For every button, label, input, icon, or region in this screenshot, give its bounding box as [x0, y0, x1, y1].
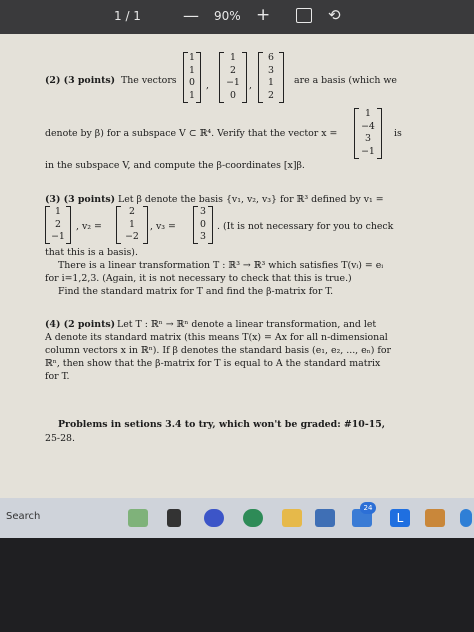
- zoom-out-button[interactable]: —: [183, 6, 199, 25]
- rotate-icon[interactable]: ⟲: [328, 6, 341, 24]
- folder-icon[interactable]: [282, 509, 302, 527]
- problem2-label: (2) (3 points): [45, 75, 116, 86]
- footer-line2: 25-28.: [45, 433, 76, 444]
- footer-line1: Problems in setions 3.4 to try, which won't be graded: #10-15,: [58, 419, 386, 430]
- p3-v3-label: , v₃ =: [150, 221, 176, 232]
- pdf-toolbar: [0, 0, 474, 34]
- p2-vector-v3: 6 3 1 2: [258, 52, 284, 103]
- p2-vector-v2: 1 2 −1 0: [219, 52, 247, 103]
- problem3-label: (3) (3 points): [45, 194, 116, 205]
- problem2-line2: denote by β) for a subspace V ⊂ ℝ⁴. Verify that the vector x =: [45, 128, 338, 139]
- chrome-icon[interactable]: [243, 509, 263, 527]
- landscape-icon[interactable]: [128, 509, 148, 527]
- zoom-in-button[interactable]: +: [256, 5, 271, 25]
- problem3-note: . (It is not necessary for you to check: [217, 221, 394, 232]
- p2-vector-x: 1 −4 3 −1: [354, 108, 382, 159]
- problem3-line5: for i=1,2,3. (Again, it is not necessary to check that this is true.): [45, 273, 352, 284]
- dark-bezel: [0, 538, 474, 632]
- l-app-icon[interactable]: L: [390, 509, 410, 527]
- p3-vector-v1: 1 2 −1: [45, 206, 71, 244]
- problem4-line3: column vectors x in ℝⁿ). If β denotes the standard basis (e₁, e₂, ..., eₙ) for: [45, 345, 391, 356]
- app-icon[interactable]: [167, 509, 181, 527]
- p3-vector-v2: 2 1 −2: [116, 206, 148, 244]
- document-page: (2) (3 points) The vectors 1 1 0 1 , 1 2 −1 0 , 6 3 1 2 are a basis (which we denote by β) for a subspace V ⊂ ℝ⁴. Verify that the vector x = 1 −4 3 −1 is in the subspace V, and compute the β-coordinates [x]β. (3) (3 points) Let β denote the basis {v₁, v₂, v₃} for ℝ³ defined by v₁ = 1 2 −1 , v₂ = 2 1 −2 , v₃ = 3 0 3 . (It is not necessary for you to check that this is a basis). There is a linear transformation T : ℝ³ → ℝ³ which satisfies T(vᵢ) = eᵢ for i=1,2,3. (Again, it is not necessary to check that this is true.) Find the standard matrix for T and find the β-matrix for T. (4) (2 points) Let T : ℝⁿ → ℝⁿ denote a linear transformation, and let A denote its standard matrix (this means T(x) = Ax for all n-dimensional column vectors x in ℝⁿ). If β denotes the standard basis (e₁, e₂, ..., eₙ) for ℝⁿ, then show that the β-matrix for T is equal to A the standard matrix for T. Problems in setions 3.4 to try, which won't be graded: #10-15, 25-28.: [0, 34, 474, 498]
- problem4-line2: A denote its standard matrix (this means T(x) = Ax for all n-dimensional: [45, 332, 388, 343]
- p3-v2-label: , v₂ =: [76, 221, 102, 232]
- p2-vector-v1: 1 1 0 1: [183, 52, 201, 103]
- p3-vector-v3: 3 0 3: [193, 206, 213, 244]
- problem4-line1: Let T : ℝⁿ → ℝⁿ denote a linear transformation, and let: [117, 319, 377, 330]
- taskbar: [0, 498, 474, 538]
- problem3-line6: Find the standard matrix for T and find the β-matrix for T.: [58, 286, 334, 297]
- edge-icon[interactable]: [460, 509, 472, 527]
- problem3-line1: Let β denote the basis {v₁, v₂, v₃} for ℝ³ defined by v₁ =: [118, 194, 384, 205]
- problem2-is: is: [394, 128, 402, 139]
- taskbar-search[interactable]: Search: [6, 511, 41, 522]
- notification-badge: 24: [360, 502, 376, 514]
- photo-icon[interactable]: [425, 509, 445, 527]
- problem4-label: (4) (2 points): [45, 319, 116, 330]
- problem4-line4: ℝⁿ, then show that the β-matrix for T is equal to A the standard matrix: [45, 358, 381, 369]
- page-indicator: 1 / 1: [114, 9, 141, 23]
- zoom-level: 90%: [214, 9, 241, 23]
- video-icon[interactable]: [204, 509, 224, 527]
- problem3-line4: There is a linear transformation T : ℝ³ → ℝ³ which satisfies T(vᵢ) = eᵢ: [58, 260, 384, 271]
- problem2-line3: in the subspace V, and compute the β-coordinates [x]β.: [45, 160, 305, 171]
- problem3-line3: that this is a basis).: [45, 247, 138, 258]
- fit-page-icon[interactable]: [296, 8, 312, 23]
- problem2-tail: are a basis (which we: [294, 75, 397, 86]
- store-icon[interactable]: [315, 509, 335, 527]
- problem2-intro: The vectors: [121, 75, 177, 86]
- problem4-line5: for T.: [45, 371, 70, 382]
